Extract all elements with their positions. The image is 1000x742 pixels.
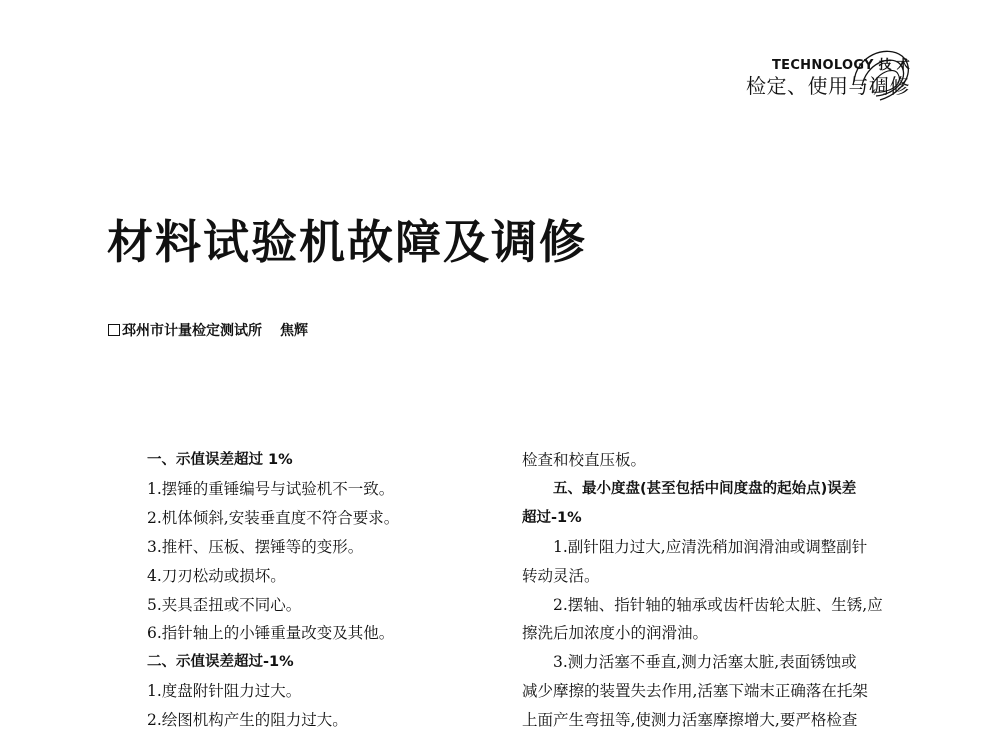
section-heading: 五、最小度盘(甚至包括中间度盘的起始点)误差	[553, 480, 857, 497]
paragraph-line: 3.测力活塞不垂直,测力活塞太脏,表面锈蚀或	[553, 653, 857, 672]
list-item: 1.度盘附针阻力过大。	[147, 682, 302, 701]
header-decoration-icon	[846, 42, 916, 108]
paragraph-line: 擦洗后加浓度小的润滑油。	[522, 624, 709, 643]
list-item: 3.推杆、压板、摆锤等的变形。	[147, 537, 364, 556]
paragraph-line: 转动灵活。	[522, 566, 600, 585]
author-affiliation: 邳州市计量检定测试所	[122, 323, 262, 339]
paragraph-line: 减少摩擦的装置失去作用,活塞下端末正确落在托架	[522, 682, 868, 701]
author-name: 焦辉	[280, 323, 308, 339]
paragraph-line: 检查和校直压板。	[522, 451, 647, 469]
paragraph-line: 2.摆轴、指针轴的轴承或齿杆齿轮太脏、生锈,应	[553, 595, 883, 614]
left-column	[147, 446, 447, 735]
section-heading: 二、示值误差超过-1%	[147, 654, 294, 671]
list-item: 1.摆锤的重锤编号与试验机不一致。	[147, 479, 395, 498]
list-item: 6.指针轴上的小锤重量改变及其他。	[147, 624, 395, 643]
right-column	[522, 446, 912, 735]
paragraph-line: 上面产生弯扭等,使测力活塞摩擦增大,要严格检查	[522, 711, 858, 730]
paragraph-line: 1.副针阻力过大,应清洗稍加润滑油或调整副针	[553, 537, 868, 556]
author-line	[108, 320, 308, 340]
section-heading: 一、示值误差超过 1%	[147, 452, 293, 468]
list-item: 5.夹具歪扭或不同心。	[147, 595, 302, 614]
list-item: 2.绘图机构产生的阻力过大。	[147, 711, 348, 730]
author-marker-icon	[108, 324, 120, 336]
list-item: 4.刀刃松动或损坏。	[147, 566, 286, 585]
article-title: 材料试验机故障及调修	[107, 215, 587, 269]
list-item: 2.机体倾斜,安装垂直度不符合要求。	[147, 508, 400, 527]
header-category: TECHNOLOGY 技 术	[771, 58, 910, 73]
header-section: 检定、使用与调修	[746, 74, 910, 98]
section-heading: 超过-1%	[522, 509, 582, 526]
